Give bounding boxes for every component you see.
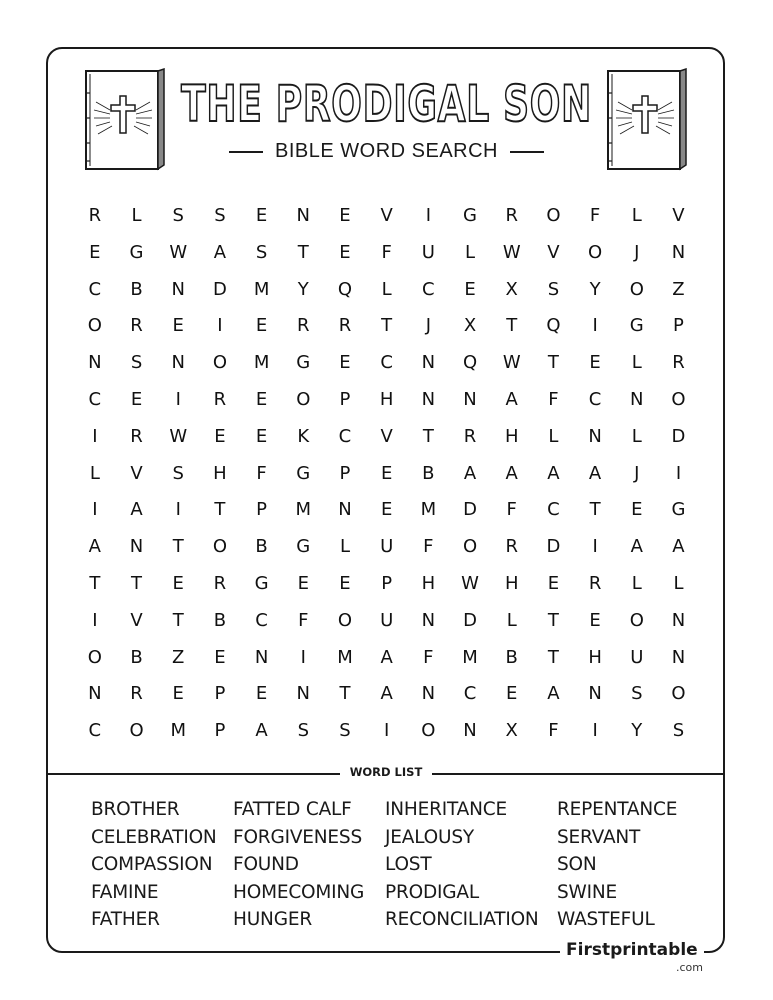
grid-cell[interactable]: I <box>175 388 181 410</box>
grid-cell[interactable]: R <box>213 388 227 410</box>
grid-cell[interactable]: N <box>421 352 436 374</box>
grid-cell[interactable]: O <box>296 388 311 410</box>
divider-right <box>432 773 725 775</box>
grid-cell[interactable]: Y <box>297 278 309 300</box>
grid-cell[interactable]: U <box>421 241 435 263</box>
grid-cell[interactable]: G <box>629 315 644 337</box>
page-subtitle: BIBLE WORD SEARCH <box>275 140 498 162</box>
grid-cell[interactable]: O <box>212 536 227 558</box>
grid-cell[interactable]: F <box>548 388 559 410</box>
grid-cell[interactable]: L <box>339 536 350 558</box>
grid-cell[interactable]: T <box>214 499 226 521</box>
grid-cell[interactable]: R <box>130 425 143 447</box>
word-item: FORGIVENESS <box>233 826 363 848</box>
grid-cell[interactable]: C <box>255 609 268 631</box>
word-item: FATTED CALF <box>233 799 352 820</box>
grid-cell[interactable]: L <box>506 609 517 631</box>
grid-cell[interactable]: S <box>547 278 560 300</box>
grid-cell[interactable]: E <box>589 352 601 374</box>
grid-cell[interactable]: X <box>505 720 518 742</box>
grid-cell[interactable]: X <box>505 278 518 300</box>
grid-cell[interactable]: G <box>463 205 477 226</box>
word-item: LOST <box>385 854 432 876</box>
grid-cell[interactable]: A <box>380 646 393 668</box>
grid-cell[interactable]: N <box>671 646 686 668</box>
grid-cell[interactable]: V <box>547 241 560 263</box>
word-item: SERVANT <box>557 826 641 848</box>
grid-cell[interactable]: E <box>339 241 351 263</box>
grid-cell[interactable]: R <box>130 683 143 705</box>
grid-cell[interactable]: O <box>462 536 478 558</box>
grid-cell[interactable]: B <box>422 462 435 484</box>
grid-cell[interactable]: M <box>253 278 270 300</box>
grid-cell[interactable]: R <box>130 315 143 337</box>
word-item: FOUND <box>233 854 299 876</box>
grid-cell[interactable]: E <box>339 205 351 226</box>
grid-cell[interactable]: W <box>461 572 479 594</box>
grid-cell[interactable]: V <box>130 462 143 484</box>
grid-cell[interactable]: A <box>505 388 518 410</box>
grid-cell[interactable]: P <box>339 388 351 410</box>
grid-cell[interactable]: T <box>172 609 184 631</box>
grid-cell[interactable]: M <box>253 352 270 374</box>
grid-cell[interactable]: E <box>214 646 226 668</box>
grid-cell[interactable]: E <box>380 499 393 521</box>
grid-cell[interactable]: I <box>592 315 598 337</box>
grid-cell[interactable]: U <box>630 646 644 668</box>
grid-cell[interactable]: E <box>631 499 643 521</box>
grid-cell[interactable]: I <box>92 425 98 447</box>
word-item: PRODIGAL <box>385 881 479 903</box>
grid-cell[interactable]: T <box>506 315 518 337</box>
grid-cell[interactable]: F <box>423 536 434 558</box>
grid-cell[interactable]: W <box>169 241 188 263</box>
grid-cell[interactable]: H <box>588 646 602 668</box>
grid-cell[interactable]: I <box>592 720 598 742</box>
grid-cell[interactable]: N <box>88 683 102 705</box>
grid-cell[interactable]: T <box>547 609 559 631</box>
grid-cell[interactable]: H <box>504 572 519 594</box>
grid-cell[interactable]: D <box>463 609 477 631</box>
grid-cell[interactable]: L <box>548 425 559 447</box>
grid-cell[interactable]: C <box>547 499 560 521</box>
grid-cell[interactable]: B <box>130 278 143 300</box>
grid-cell[interactable]: E <box>130 388 143 410</box>
grid-cell[interactable]: L <box>89 462 100 484</box>
divider-left <box>46 773 340 775</box>
grid-cell[interactable]: L <box>673 572 684 594</box>
word-list-column <box>557 796 677 934</box>
grid-cell[interactable]: A <box>255 720 268 742</box>
grid-cell[interactable]: T <box>422 425 434 447</box>
grid-cell[interactable]: F <box>589 205 601 226</box>
grid-cell[interactable]: O <box>87 315 102 337</box>
grid-cell[interactable]: H <box>421 572 436 594</box>
grid-cell[interactable]: P <box>673 315 684 337</box>
grid-cell[interactable]: C <box>380 352 393 374</box>
word-list-column <box>385 796 557 934</box>
word-item: COMPASSION <box>91 854 213 876</box>
grid-cell[interactable]: U <box>380 536 394 558</box>
grid-cell[interactable]: N <box>630 388 644 410</box>
brand-name: Firstprintable <box>566 940 698 960</box>
grid-cell[interactable]: W <box>502 241 521 263</box>
grid-cell[interactable]: Q <box>337 278 353 300</box>
grid-cell[interactable]: L <box>465 241 476 263</box>
grid-cell[interactable]: E <box>172 683 184 705</box>
grid-cell[interactable]: I <box>217 315 223 337</box>
grid-cell[interactable]: M <box>462 646 478 668</box>
grid-cell[interactable]: N <box>671 609 686 631</box>
subtitle-dash-right <box>510 151 544 153</box>
grid-cell[interactable]: T <box>547 352 559 374</box>
grid-cell[interactable]: D <box>212 278 227 300</box>
grid-cell[interactable]: I <box>300 646 306 668</box>
grid-cell[interactable]: E <box>214 425 226 447</box>
grid-cell[interactable]: A <box>588 462 602 484</box>
grid-cell[interactable]: E <box>255 205 268 226</box>
grid-cell[interactable]: P <box>214 683 226 705</box>
grid-cell[interactable]: J <box>425 315 431 337</box>
grid-cell[interactable]: X <box>463 315 477 337</box>
grid-cell[interactable]: E <box>380 462 393 484</box>
grid-cell[interactable]: R <box>338 315 352 337</box>
grid-cell[interactable]: E <box>547 572 560 594</box>
grid-cell[interactable]: R <box>88 205 102 226</box>
word-item: HOMECOMING <box>233 881 365 903</box>
grid-cell[interactable]: I <box>384 720 390 742</box>
grid-cell[interactable]: O <box>671 388 686 410</box>
grid-cell[interactable]: V <box>672 205 685 226</box>
grid-cell[interactable]: C <box>88 388 102 410</box>
grid-cell[interactable]: I <box>675 462 682 484</box>
grid-cell[interactable]: T <box>131 572 143 594</box>
grid-cell[interactable]: E <box>339 572 351 594</box>
grid-cell[interactable]: H <box>213 462 227 484</box>
grid-cell[interactable]: O <box>87 646 102 668</box>
grid-cell[interactable]: G <box>296 536 311 558</box>
word-item: SON <box>557 854 597 876</box>
word-item: RECONCILIATION <box>385 909 539 931</box>
grid-cell[interactable]: A <box>130 499 143 521</box>
grid-cell[interactable]: O <box>671 683 686 705</box>
grid-cell[interactable]: I <box>425 205 431 226</box>
grid-cell[interactable]: A <box>505 462 518 484</box>
grid-cell[interactable]: C <box>88 720 102 742</box>
grid-cell[interactable]: C <box>463 683 477 705</box>
grid-cell[interactable]: N <box>171 278 185 300</box>
grid-cell[interactable]: E <box>172 315 184 337</box>
grid-cell[interactable]: O <box>337 609 353 631</box>
grid-cell[interactable]: E <box>172 572 184 594</box>
grid-cell[interactable]: N <box>254 646 269 668</box>
grid-cell[interactable]: A <box>547 462 560 484</box>
grid-cell[interactable]: B <box>255 536 268 558</box>
grid-cell[interactable]: A <box>380 683 393 705</box>
word-item: FAMINE <box>91 881 159 903</box>
grid-cell[interactable]: P <box>256 499 268 521</box>
grid-cell[interactable]: S <box>297 720 309 742</box>
page-title: THE PRODIGAL SON <box>181 75 592 133</box>
grid-cell[interactable]: E <box>255 388 268 410</box>
grid-cell[interactable]: L <box>131 205 142 226</box>
grid-cell[interactable]: P <box>381 572 393 594</box>
grid-cell[interactable]: Z <box>672 278 685 300</box>
word-list <box>91 796 677 934</box>
grid-cell[interactable]: O <box>629 278 644 300</box>
grid-cell[interactable]: I <box>92 499 98 521</box>
grid-cell[interactable]: N <box>421 683 436 705</box>
grid-cell[interactable]: T <box>381 315 393 337</box>
word-item: INHERITANCE <box>385 799 507 820</box>
grid-cell[interactable]: S <box>631 683 643 705</box>
grid-cell[interactable]: M <box>420 499 437 521</box>
grid-cell[interactable]: S <box>172 205 184 226</box>
grid-cell[interactable]: K <box>297 425 310 447</box>
grid-cell[interactable]: J <box>634 241 640 263</box>
word-item: HUNGER <box>233 909 312 931</box>
grid-cell[interactable]: Q <box>462 352 478 374</box>
grid-cell[interactable]: A <box>672 536 685 558</box>
grid-cell[interactable]: C <box>88 278 102 300</box>
grid-cell[interactable]: P <box>339 462 351 484</box>
grid-cell[interactable]: F <box>506 499 517 521</box>
grid-cell[interactable]: O <box>629 609 644 631</box>
grid-cell[interactable]: O <box>421 720 436 742</box>
grid-cell[interactable]: A <box>547 683 560 705</box>
grid-cell[interactable]: S <box>130 352 143 374</box>
grid-cell[interactable]: E <box>589 609 601 631</box>
grid-cell[interactable]: V <box>130 609 143 631</box>
grid-cell[interactable]: R <box>588 572 602 594</box>
grid-cell[interactable]: E <box>89 241 101 263</box>
grid-cell[interactable]: G <box>254 572 269 594</box>
grid-cell[interactable]: V <box>380 425 393 447</box>
grid-cell[interactable]: M <box>337 646 353 668</box>
grid-cell[interactable]: Y <box>589 278 601 300</box>
grid-cell[interactable]: N <box>296 205 311 226</box>
grid-cell[interactable]: M <box>295 499 312 521</box>
grid-cell[interactable]: R <box>505 205 518 226</box>
grid-cell[interactable]: N <box>588 683 602 705</box>
grid-cell[interactable]: Q <box>546 315 561 337</box>
grid-cell[interactable]: D <box>463 499 477 521</box>
grid-cell[interactable]: E <box>297 572 309 594</box>
grid-cell[interactable]: B <box>130 646 143 668</box>
grid-cell[interactable]: S <box>172 462 184 484</box>
word-search-grid[interactable] <box>74 199 699 751</box>
word-item: FATHER <box>91 909 160 931</box>
subtitle-row <box>0 140 773 163</box>
grid-cell[interactable]: T <box>172 536 184 558</box>
grid-cell[interactable]: W <box>502 352 521 374</box>
grid-cell[interactable]: S <box>214 205 226 226</box>
grid-cell[interactable]: E <box>464 278 476 300</box>
grid-cell[interactable]: B <box>505 646 518 668</box>
grid-cell[interactable]: S <box>339 720 351 742</box>
grid-cell[interactable]: F <box>423 646 434 668</box>
grid-cell[interactable]: H <box>379 388 394 410</box>
grid-cell[interactable]: U <box>380 609 394 631</box>
grid-cell[interactable]: I <box>592 536 598 558</box>
grid-cell[interactable]: G <box>129 241 144 263</box>
word-list-column <box>233 796 385 934</box>
grid-cell[interactable]: P <box>214 720 226 742</box>
word-item: WASTEFUL <box>557 909 655 931</box>
grid-cell[interactable]: S <box>672 720 685 742</box>
grid-cell[interactable]: N <box>463 388 477 410</box>
grid-cell[interactable]: M <box>170 720 186 742</box>
grid-cell[interactable]: Z <box>172 646 185 668</box>
grid-cell[interactable]: I <box>175 499 181 521</box>
grid-cell[interactable]: Y <box>631 720 643 742</box>
grid-cell[interactable]: W <box>169 425 188 447</box>
subtitle-dash-left <box>229 151 263 153</box>
grid-cell[interactable]: N <box>463 720 477 742</box>
grid-cell[interactable]: V <box>380 205 393 226</box>
word-item: JEALOUSY <box>385 826 474 848</box>
grid-cell[interactable]: A <box>630 536 643 558</box>
grid-cell[interactable]: A <box>88 536 101 558</box>
grid-cell[interactable]: G <box>296 462 311 484</box>
word-item: REPENTANCE <box>557 799 678 820</box>
grid-cell[interactable]: D <box>546 536 561 558</box>
grid-cell[interactable]: G <box>296 352 311 374</box>
brand-logo <box>560 940 704 960</box>
grid-cell[interactable]: N <box>296 683 311 705</box>
grid-cell[interactable]: L <box>631 205 642 226</box>
grid-cell[interactable]: F <box>548 720 559 742</box>
grid-cell[interactable]: G <box>671 499 686 521</box>
grid-cell[interactable]: L <box>631 572 642 594</box>
grid-cell[interactable]: C <box>338 425 352 447</box>
brand-suffix: .com <box>676 961 703 974</box>
grid-cell[interactable]: L <box>631 425 642 447</box>
grid-cell[interactable]: T <box>297 241 309 263</box>
grid-cell[interactable]: C <box>422 278 435 300</box>
grid-cell[interactable]: E <box>255 315 268 337</box>
grid-cell[interactable]: O <box>546 205 561 226</box>
grid-cell[interactable]: L <box>381 278 392 300</box>
grid-cell[interactable]: R <box>672 352 685 374</box>
grid-cell[interactable]: R <box>463 425 477 447</box>
grid-cell[interactable]: F <box>381 241 392 263</box>
grid-cell[interactable]: O <box>588 241 603 263</box>
word-item: CELEBRATION <box>91 826 217 848</box>
grid-cell[interactable]: N <box>421 609 436 631</box>
grid-cell[interactable]: R <box>213 572 227 594</box>
grid-cell[interactable]: E <box>339 352 351 374</box>
word-list-column <box>91 796 233 934</box>
grid-cell[interactable]: T <box>89 572 101 594</box>
grid-cell[interactable]: N <box>171 352 185 374</box>
grid-cell[interactable]: H <box>504 425 519 447</box>
grid-cell[interactable]: N <box>338 499 352 521</box>
grid-cell[interactable]: R <box>297 315 310 337</box>
grid-cell[interactable]: J <box>634 462 640 484</box>
grid-cell[interactable]: T <box>339 683 351 705</box>
grid-cell[interactable]: L <box>631 352 642 374</box>
grid-cell[interactable]: O <box>129 720 144 742</box>
grid-cell[interactable]: O <box>212 352 227 374</box>
grid-cell[interactable]: A <box>213 241 227 263</box>
grid-cell[interactable]: I <box>92 609 98 631</box>
grid-cell[interactable]: R <box>505 536 518 558</box>
grid-cell[interactable]: B <box>213 609 227 631</box>
grid-cell[interactable]: E <box>255 683 268 705</box>
grid-cell[interactable]: D <box>671 425 686 447</box>
grid-cell[interactable]: F <box>298 609 309 631</box>
word-item: BROTHER <box>91 799 180 820</box>
grid-cell[interactable]: N <box>129 536 144 558</box>
grid-cell[interactable]: E <box>255 425 268 447</box>
grid-cell[interactable]: S <box>255 241 268 263</box>
grid-cell[interactable]: T <box>547 646 559 668</box>
grid-cell[interactable]: C <box>588 388 602 410</box>
grid-cell[interactable]: A <box>463 462 477 484</box>
grid-cell[interactable]: N <box>88 352 102 374</box>
grid-cell[interactable]: N <box>588 425 602 447</box>
grid-cell[interactable]: T <box>589 499 601 521</box>
grid-cell[interactable]: N <box>671 241 686 263</box>
grid-cell[interactable]: E <box>506 683 518 705</box>
grid-cell[interactable]: F <box>256 462 267 484</box>
word-item: SWINE <box>557 881 618 903</box>
word-list-label: WORD LIST <box>349 765 423 779</box>
grid-cell[interactable]: N <box>421 388 436 410</box>
